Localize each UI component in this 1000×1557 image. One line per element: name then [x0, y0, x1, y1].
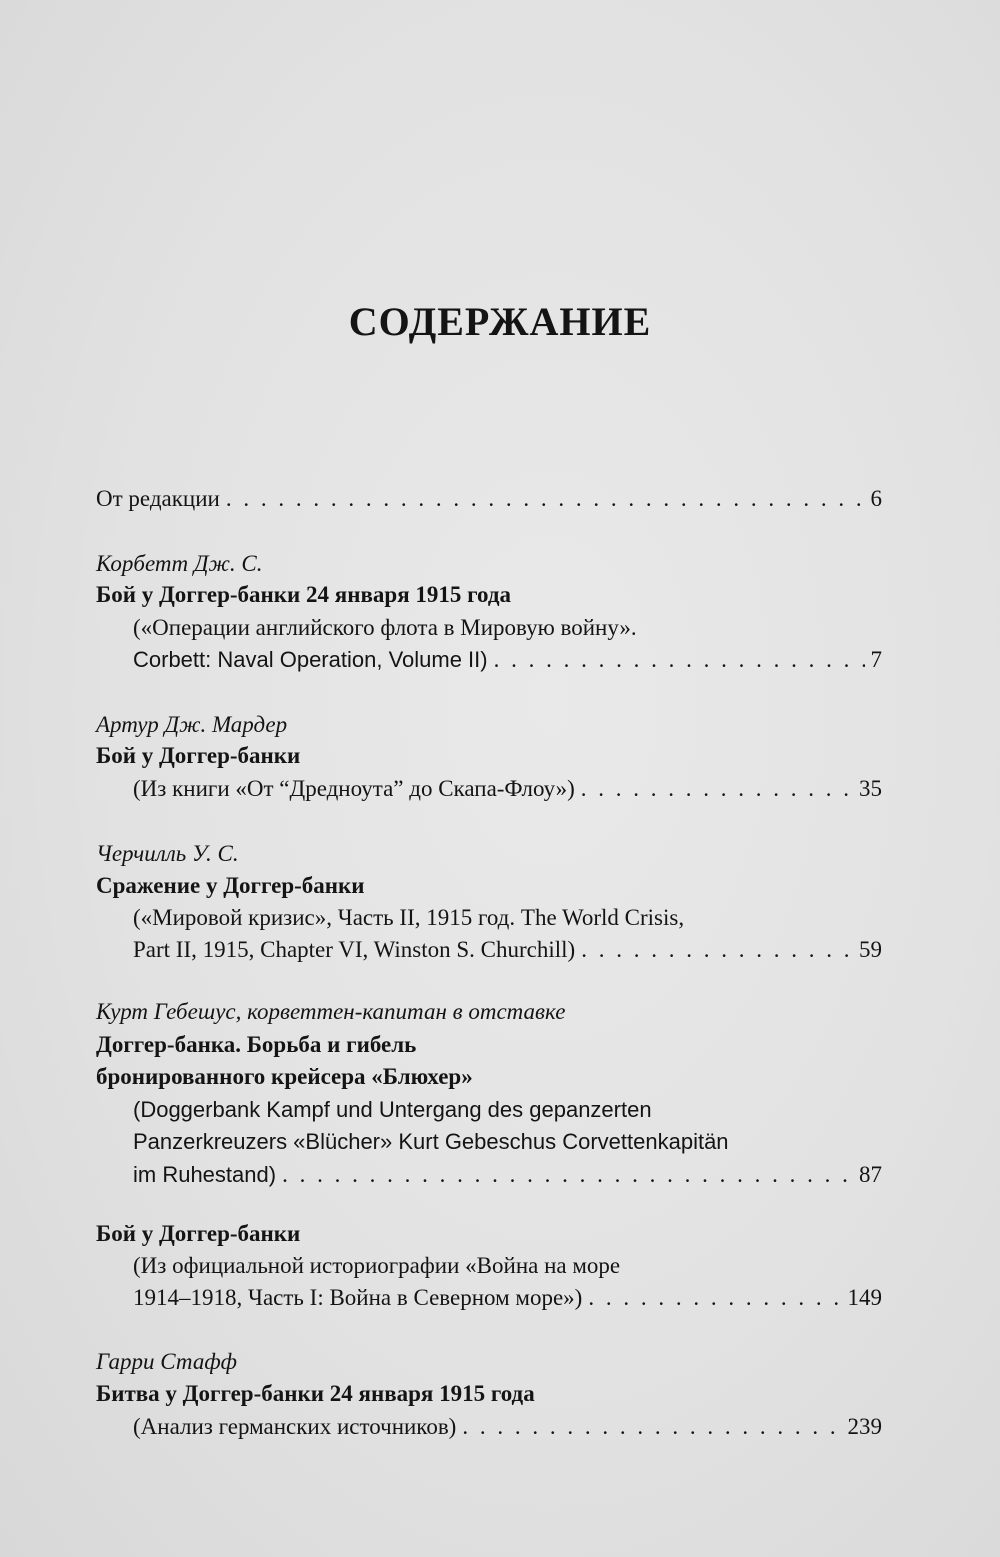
toc-author: Артур Дж. Мардер	[96, 712, 288, 737]
toc-page-number: 87	[859, 1162, 882, 1187]
toc-source: (Анализ германских источников)	[133, 1414, 457, 1439]
dot-leader	[581, 935, 853, 965]
toc-source: (Doggerbank Kampf und Untergang des gepanzerten	[133, 1097, 652, 1122]
toc-author: Курт Гебешус, корветтен-капитан в отставке	[96, 999, 566, 1024]
toc-heading[interactable]: Доггер-банка. Борьба и гибель	[96, 1032, 417, 1057]
page-title: СОДЕРЖАНИЕ	[348, 299, 652, 344]
toc-page-number: 239	[847, 1414, 882, 1439]
toc-page-number: 35	[859, 776, 882, 801]
toc-page-number: 149	[847, 1285, 882, 1310]
toc-heading[interactable]: Битва у Доггер-банки 24 января 1915 года	[96, 1381, 535, 1406]
toc-source: (Из официальной историографии «Война на море	[133, 1253, 621, 1278]
toc-source: (Из книги «От “Дредноута” до Скапа-Флоу»)	[133, 776, 575, 801]
dot-leader	[282, 1160, 853, 1190]
toc-heading[interactable]: Сражение у Доггер-банки	[96, 873, 365, 898]
toc-source: («Мировой кризис», Часть II, 1915 год. The World Crisis,	[133, 905, 685, 930]
toc-entry-editorial[interactable]	[96, 484, 882, 514]
toc-page-number: 6	[870, 486, 882, 511]
toc-author: Гарри Стафф	[96, 1349, 237, 1374]
dot-leader	[462, 1412, 841, 1442]
toc-source: im Ruhestand)	[133, 1162, 277, 1187]
toc-entry-churchill[interactable]	[133, 935, 882, 965]
toc-heading[interactable]: Бой у Доггер-банки	[96, 1221, 301, 1246]
toc-page-number: 59	[859, 937, 882, 962]
toc-entry-staff[interactable]	[133, 1412, 882, 1442]
toc-source: 1914–1918, Часть I: Война в Северном море»)	[133, 1285, 583, 1310]
toc-entry-corbett[interactable]	[133, 645, 882, 675]
toc-author: Корбетт Дж. С.	[96, 551, 263, 576]
toc-source: Corbett: Naval Operation, Volume II)	[133, 647, 488, 672]
toc-entry-gebeschus[interactable]	[133, 1160, 882, 1190]
dot-leader	[226, 484, 865, 514]
toc-source: Panzerkreuzers «Blücher» Kurt Gebeschus Corvettenkapitän	[133, 1129, 729, 1154]
toc-source: («Операции английского флота в Мировую войну».	[133, 615, 637, 640]
toc-page-number: 7	[870, 647, 882, 672]
toc-heading[interactable]: Бой у Доггер-банки	[96, 743, 301, 768]
toc-entry-official[interactable]	[133, 1283, 882, 1313]
dot-leader	[588, 1283, 841, 1313]
toc-source: Part II, 1915, Chapter VI, Winston S. Churchill)	[133, 937, 576, 962]
dot-leader	[494, 645, 865, 675]
toc-label: От редакции	[96, 486, 220, 511]
toc-heading[interactable]: Бой у Доггер-банки 24 января 1915 года	[96, 582, 511, 607]
toc-heading[interactable]: бронированного крейсера «Блюхер»	[96, 1064, 473, 1089]
toc-entry-marder[interactable]	[133, 774, 882, 804]
dot-leader	[581, 774, 853, 804]
toc-author: Черчилль У. С.	[96, 841, 239, 866]
